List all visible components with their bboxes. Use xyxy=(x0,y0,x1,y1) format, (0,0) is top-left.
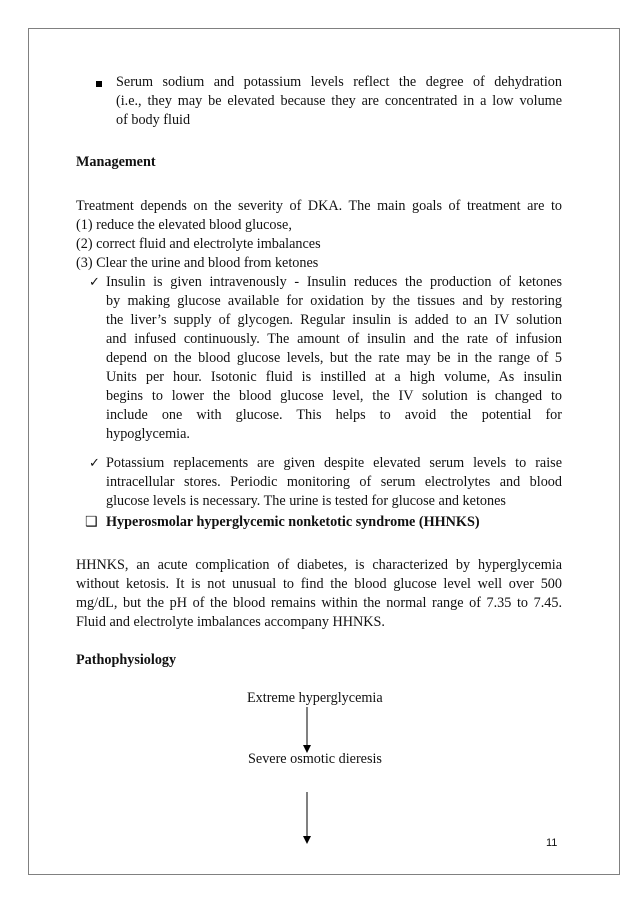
hhnks-heading: Hyperosmolar hyperglycemic nonketotic syndrome (HHNKS) xyxy=(106,514,480,530)
goal-3: (3) Clear the urine and blood from ketones xyxy=(76,255,319,271)
hhnks-paragraph xyxy=(76,556,562,632)
goal-2: (2) correct fluid and electrolyte imbalances xyxy=(76,236,321,252)
check1-line: begins to lower the blood glucose level, the IV solution is changed to xyxy=(106,388,562,404)
pathophysiology-heading: Pathophysiology xyxy=(76,652,177,668)
bullet1-line1: Serum sodium and potassium levels reflect the degree of dehydration xyxy=(116,74,562,90)
hhnks-line: without ketosis. It is not unusual to find the blood glucose level well over 500 xyxy=(76,576,562,592)
goal-1: (1) reduce the elevated blood glucose, xyxy=(76,217,292,233)
check2-line: glucose levels is necessary. The urine is tested for glucose and ketones xyxy=(106,493,506,509)
check1-line: by making glucose available for oxidation by the tissues and by restoring xyxy=(106,293,562,309)
management-intro: Treatment depends on the severity of DKA. The main goals of treatment are to xyxy=(76,198,562,214)
flow-step-extreme-hyperglycemia: Extreme hyperglycemia xyxy=(247,690,383,706)
check1-line: Insulin is given intravenously - Insulin reduces the production of ketones xyxy=(106,274,562,290)
hhnks-line: Fluid and electrolyte imbalances accompany HHNKS. xyxy=(76,614,385,630)
management-paragraph xyxy=(76,197,562,273)
flow-step-osmotic-dieresis: Severe osmotic dieresis xyxy=(248,751,382,767)
management-heading: Management xyxy=(76,154,156,170)
check1-line: Units per hour. Isotonic fluid is instilled at a high volume, As insulin xyxy=(106,369,562,385)
check2-line: Potassium replacements are given despite elevated serum levels to raise xyxy=(106,455,562,471)
checkmark-icon: ✓ xyxy=(89,275,100,290)
square-bullet-icon xyxy=(96,77,106,87)
check-item-potassium xyxy=(76,454,562,511)
bullet1-line2: (i.e., they may be elevated because they are concentrated in a low volume xyxy=(116,93,562,109)
square-bullet-item xyxy=(76,73,562,130)
checkmark-icon: ✓ xyxy=(89,456,100,471)
check1-line: the liver’s supply of glycogen. Regular insulin is added to an IV solution xyxy=(106,312,562,328)
check-item-insulin xyxy=(76,273,562,444)
bullet1-line3: of body fluid xyxy=(116,112,191,128)
check1-line: depend on the blood glucose levels, but the rate may be in the range of 5 xyxy=(106,350,562,366)
hhnks-line: HHNKS, an acute complication of diabetes, is characterized by hyperglycemia xyxy=(76,557,562,573)
check1-line: include one with glucose. This helps to avoid the potential for xyxy=(106,407,562,423)
page-number: 11 xyxy=(546,837,558,849)
checkbox-icon: ❑ xyxy=(85,514,98,530)
hhnks-line: mg/dL, but the pH of the blood remains within the normal range of 7.35 to 7.45. xyxy=(76,595,562,611)
check2-line: intracellular stores. Periodic monitoring of serum electrolytes and blood xyxy=(106,474,562,490)
check1-line: and infused continuously. The amount of insulin and the rate of infusion xyxy=(106,331,562,347)
check1-line: hypoglycemia. xyxy=(106,426,190,442)
flow-arrow-1 xyxy=(300,707,314,753)
hhnks-heading-item xyxy=(76,513,562,532)
flow-arrow-2 xyxy=(300,792,314,844)
